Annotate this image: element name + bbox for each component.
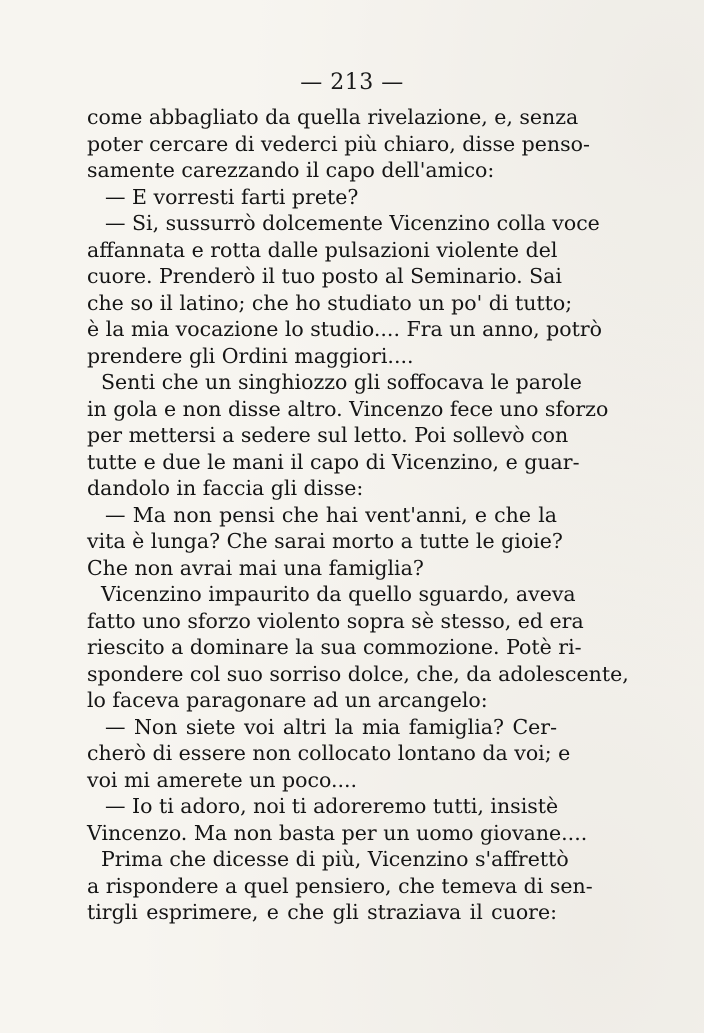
text-line: lo faceva paragonare ad un arcangelo: xyxy=(87,688,488,712)
text-line: riescito a dominare la sua commozione. Potè ri- xyxy=(87,635,582,659)
text-line: — Non siete voi altri la mia famiglia? Cer- xyxy=(105,714,557,739)
text-line: dandolo in faccia gli disse: xyxy=(87,476,364,500)
text-line: poter cercare di vederci più chiaro, disse penso- xyxy=(87,131,590,156)
text-line: Che non avrai mai una famiglia? xyxy=(87,555,424,580)
text-line: — Si, sussurrò dolcemente Vicenzino colla voce xyxy=(105,211,600,235)
text-line: cherò di essere non collocato lontano da voi; e xyxy=(87,741,571,765)
text-line: prendere gli Ordini maggiori.... xyxy=(87,343,414,368)
body-text xyxy=(87,104,629,926)
text-line: spondere col suo sorriso dolce, che, da adolescente, xyxy=(87,661,629,686)
text-line: vita è lunga? Che sarai morto a tutte le gioie? xyxy=(87,529,563,553)
text-line: — Ma non pensi che hai vent'anni, e che la xyxy=(105,502,557,527)
text-line: per mettersi a sedere sul letto. Poi sollevò con xyxy=(87,423,569,447)
text-line: è la mia vocazione lo studio.... Fra un anno, potrò xyxy=(87,317,603,341)
text-line: Prima che dicesse di più, Vicenzino s'affrettò xyxy=(101,847,569,871)
text-line: in gola e non disse altro. Vincenzo fece uno sforzo xyxy=(87,396,609,421)
text-line: cuore. Prenderò il tuo posto al Seminario. Sai xyxy=(87,264,562,288)
text-line: fatto uno sforzo violento sopra sè stesso, ed era xyxy=(87,608,584,633)
text-line: — E vorresti farti prete? xyxy=(105,184,359,209)
text-line: come abbagliato da quella rivelazione, e, senza xyxy=(87,105,579,129)
text-line: Vincenzo. Ma non basta per un uomo giovane.... xyxy=(87,820,588,845)
text-line: Vicenzino impaurito da quello sguardo, aveva xyxy=(101,582,576,606)
text-line: affannata e rotta dalle pulsazioni violente del xyxy=(87,237,558,262)
text-line: voi mi amerete un poco.... xyxy=(87,767,358,792)
text-line: Senti che un singhiozzo gli soffocava le parole xyxy=(101,370,582,394)
text-line: tirgli esprimere, e che gli straziava il cuore: xyxy=(87,900,557,924)
text-line: samente carezzando il capo dell'amico: xyxy=(87,158,495,182)
text-line: a rispondere a quel pensiero, che temeva di sen- xyxy=(87,873,593,898)
text-line: — Io ti adoro, noi ti adoreremo tutti, insistè xyxy=(105,794,559,818)
text-line: che so il latino; che ho studiato un po' di tutto; xyxy=(87,290,573,315)
page-number: — 213 — xyxy=(300,70,404,95)
text-line: tutte e due le mani il capo di Vicenzino, e guar- xyxy=(87,449,580,474)
